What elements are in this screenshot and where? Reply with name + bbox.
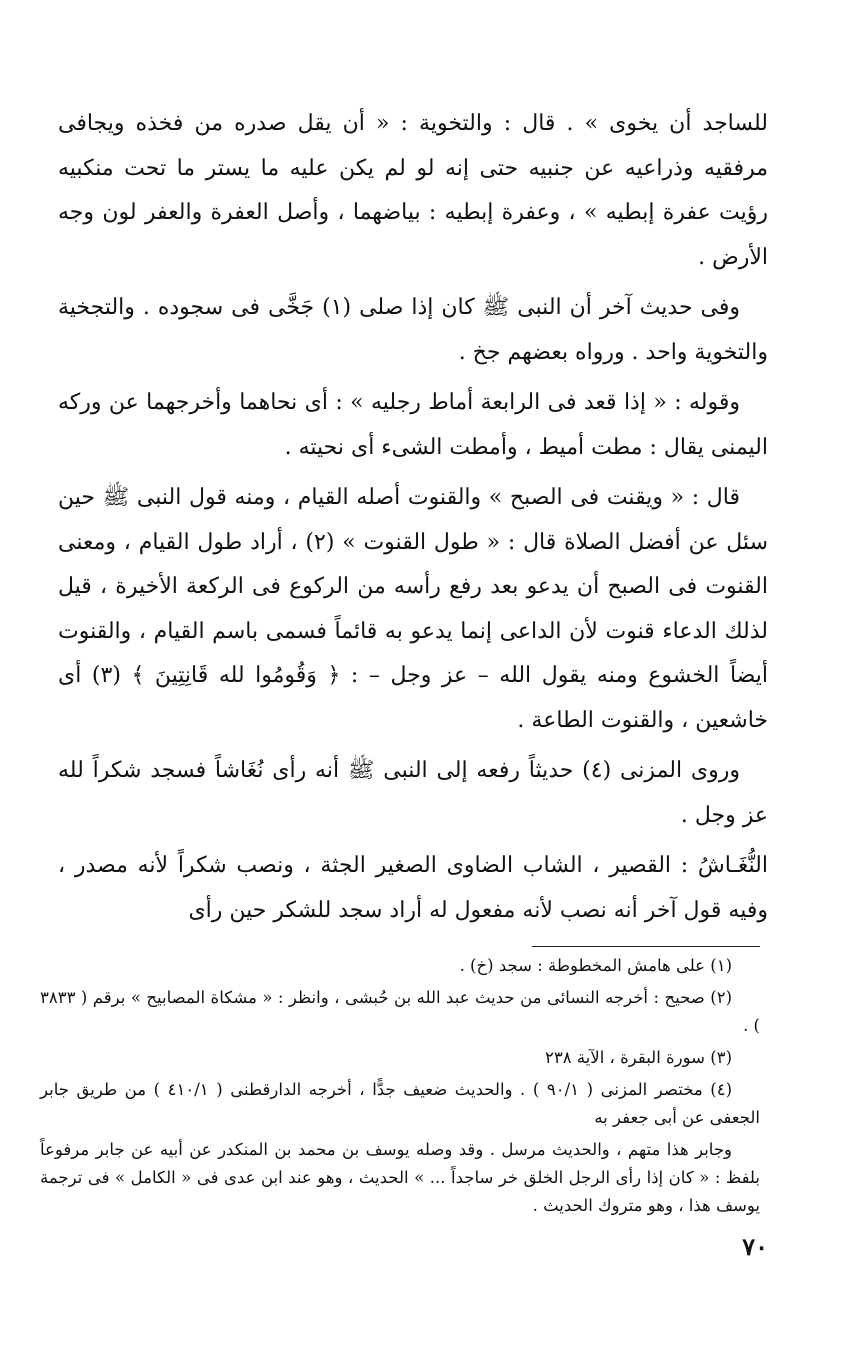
footnote-4-continuation: وجابر هذا متهم ، والحديث مرسل . وقد وصله يوسف بن محمد بن المنكدر عن أبيه عن جابر مرفوعاً بلفظ : « كان إذا رأى الرجل الخلق خر ساجداً ... » الحديث ، وهو عند ابن عدى فى « الكامل » فى ترجمة يوسف هذا ، وهو متروك الحديث . bbox=[40, 1140, 760, 1215]
footnote-3: (٣) سورة البقرة ، الآية ٢٣٨ bbox=[545, 1048, 732, 1067]
paragraph-4: قال : « ويقنت فى الصبح » والقنوت أصله القيام ، ومنه قول النبى ﷺ حين سئل عن أفضل الصلاة قال : « طول القنوت » (٢) ، أراد طول القيام ، ومعنى القنوت فى الصبح أن يدعو بعد رفع رأسه من الركوع فى الركعة الأخيرة ، قيل لذلك الدعاء قنوت لأن الداعى إنما يدعو به قائماً فسمى باسم القيام ، والقنوت أيضاً الخشوع ومنه يقول الله – عز وجل – : ﴿ وَقُومُوا لله قَانِتِينَ ﴾ (٣) أى خاشعين ، والقنوت الطاعة . bbox=[58, 485, 768, 733]
main-text bbox=[58, 102, 768, 933]
footnote-4: (٤) مختصر المزنى ( ٩٠/١ ) . والحديث ضعيف جدًّا ، أخرجه الدارقطنى ( ٤١٠/١ ) من طريق جابر الجعفى عن أبى جعفر به bbox=[40, 1080, 760, 1127]
paragraph-6: النُّغَـاشُ : القصير ، الشاب الضاوى الصغير الجثة ، ونصب شكراً لأنه مصدر ، وفيه قول آخر أنه نصب لأنه مفعول له أراد سجد للشكر حين رأى bbox=[58, 853, 768, 923]
page-number: ٧٠ bbox=[742, 1232, 768, 1261]
paragraph-5: وروى المزنى (٤) حديثاً رفعه إلى النبى ﷺ أنه رأى نُغَاشاً فسجد شكراً لله عز وجل . bbox=[58, 758, 768, 828]
paragraph-2: وفى حديث آخر أن النبى ﷺ كان إذا صلى (١) جَخَّى فى سجوده . والتجخية والتخوية واحد . ورواه بعضهم جخ . bbox=[58, 295, 768, 365]
footnote-2: (٢) صحيح : أخرجه النسائى من حديث عبد الله بن حُبشى ، وانظر : « مشكاة المصابيح » برقم ( ٣٨٣٣ ) . bbox=[40, 988, 760, 1035]
paragraph-1: للساجد أن يخوى » . قال : والتخوية : « أن يقل صدره من فخذه ويجافى مرفقيه وذراعيه عن جنبيه حتى إنه لو لم يكن عليه ما يستر ما تحت منكبيه رؤيت عفرة إبطيه » ، وعفرة إبطيه : بياضهما ، وأصل العفرة والعفر لون وجه الأرض . bbox=[58, 111, 768, 270]
footnote-divider bbox=[532, 946, 760, 947]
footnote-1: (١) على هامش المخطوطة : سجد (خ) . bbox=[459, 956, 732, 975]
paragraph-3: وقوله : « إذا قعد فى الرابعة أماط رجليه » : أى نحاهما وأخرجهما عن وركه اليمنى يقال : مطت أميط ، وأمطت الشىء أى نحيته . bbox=[58, 390, 768, 460]
footnotes bbox=[40, 952, 760, 1220]
